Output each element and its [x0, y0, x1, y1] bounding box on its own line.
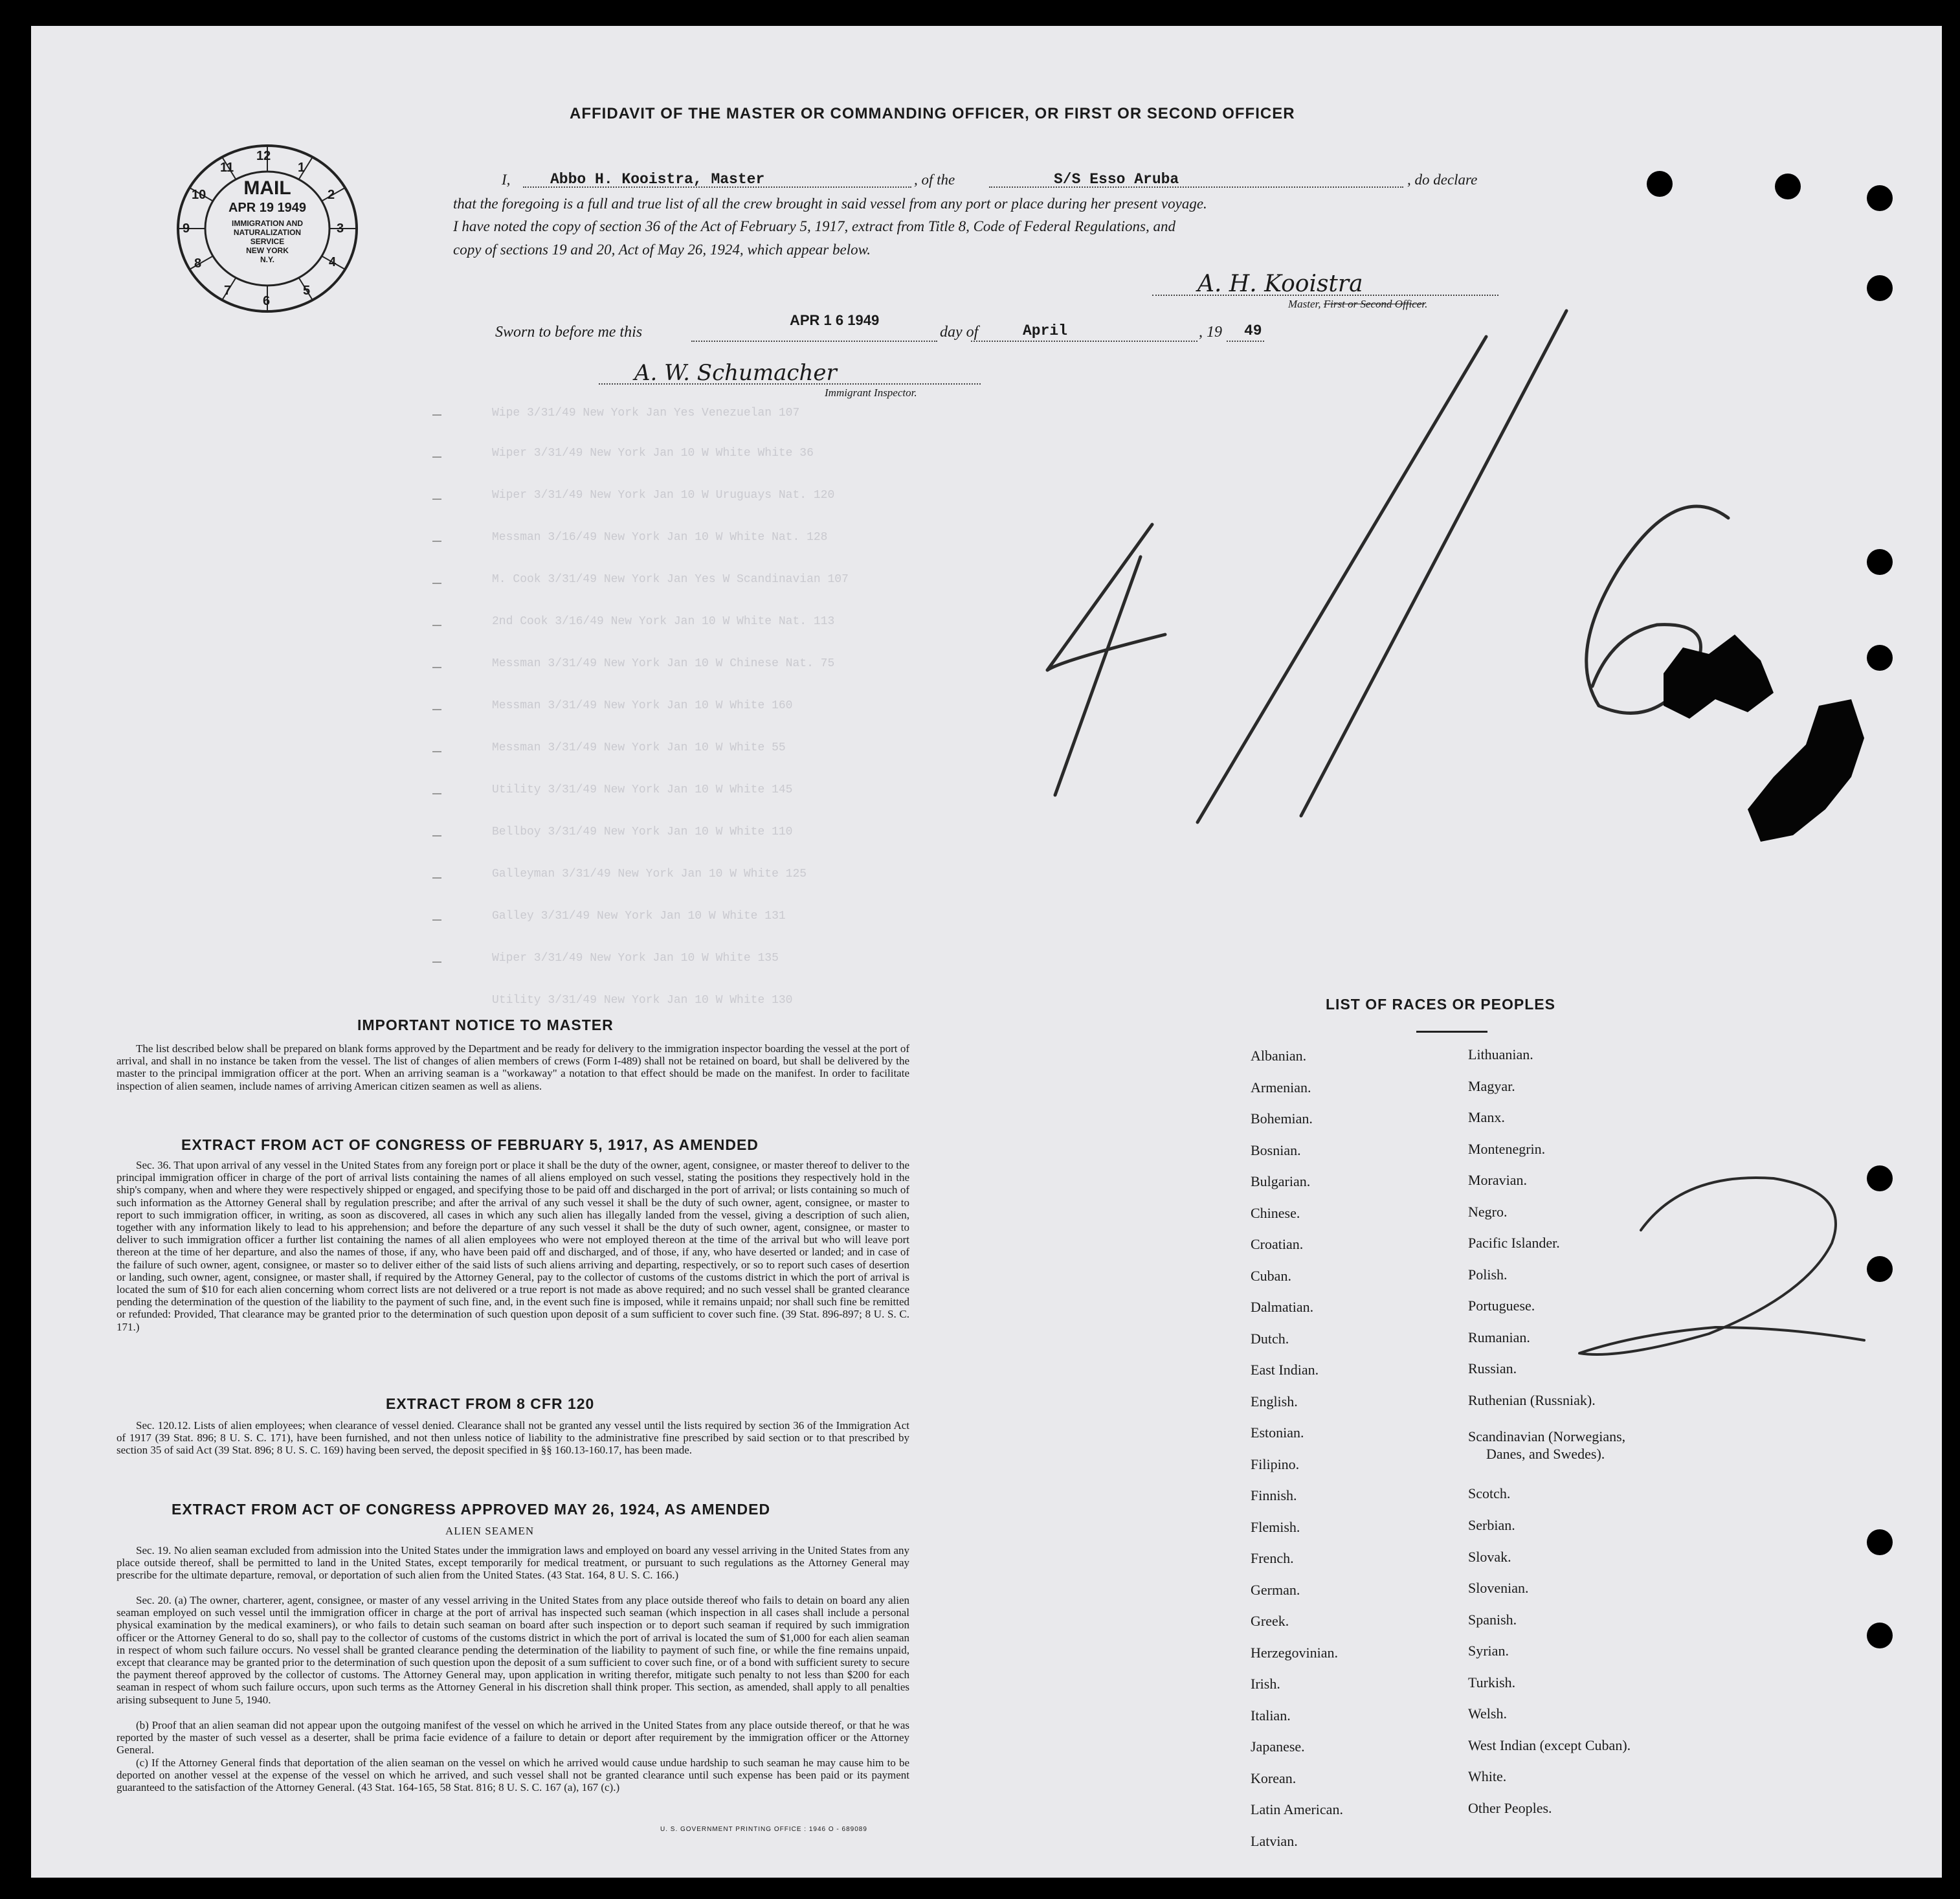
- race-item: Irish.: [1251, 1676, 1280, 1692]
- inspector-signature: A. W. Schumacher: [634, 360, 837, 386]
- stamp-line: SERVICE: [250, 237, 285, 246]
- sec-20a-body: Sec. 20. (a) The owner, charterer, agent, consignee, or master of any vessel arriving in the United States from any place outside thereof who fails to detain on board any alien seaman employed on such vessel until the immigration officer in charge at the port of arrival has inspected such seaman (which inspection in all cases shall include a personal physical examination by the medical examiners), or who fails to detain such seaman on board after such inspection or to deport such seaman if required by such immigration officer or the Attorney General to do so, shall pay to the collector of customs of the customs district in which the port of arrival is located the sum of $1,000 for each alien seaman in respect of whom such failure occurs. No vessel shall be granted clearance pending the determination of the liability to payment of such fine, or while the fine remains unpaid, except that clearance may be granted prior to the determination of such question upon the deposit of a sum sufficient to cover such fine, or of a bond with sufficient surety to secure the payment thereof approved by the collector of customs. The Attorney General may, upon application in writing therefor, mitigate such penalty to not less than $200 for each seaman in respect of whom such failure occurs, upon such terms as the Attorney General in his discretion shall think proper. This section, as amended, shall apply to all penalties arising subsequent to June 5, 1940.: [117, 1594, 909, 1706]
- stamp-line: N.Y.: [260, 255, 274, 264]
- race-item: Greek.: [1251, 1613, 1289, 1629]
- stamp-ring-number: 1: [298, 161, 306, 175]
- races-title: LIST OF RACES OR PEOPLES: [1326, 996, 1555, 1013]
- race-item: Chinese.: [1251, 1204, 1300, 1221]
- stamp-ring-number: 10: [192, 188, 206, 202]
- race-item: Japanese.: [1251, 1738, 1305, 1755]
- punch-hole: [1867, 1623, 1893, 1648]
- affidavit-title: AFFIDAVIT OF THE MASTER OR COMMANDING OFFICER, OR FIRST OR SECOND OFFICER: [570, 105, 1295, 122]
- stamp-ring-number: 8: [194, 256, 202, 271]
- stamp-line: NEW YORK: [246, 246, 289, 255]
- stamp-ring-number: 6: [263, 294, 271, 308]
- sworn-date-rule: [691, 341, 937, 342]
- race-item: East Indian.: [1251, 1362, 1319, 1378]
- race-item: Other Peoples.: [1468, 1799, 1552, 1816]
- race-item: Dutch.: [1251, 1330, 1289, 1347]
- race-item: Filipino.: [1251, 1455, 1300, 1472]
- inspector-caption: Immigrant Inspector.: [825, 387, 917, 399]
- race-item: French.: [1251, 1550, 1294, 1566]
- race-item: Latin American.: [1251, 1801, 1343, 1817]
- year-rule: [1227, 341, 1264, 342]
- mail-received-stamp: [173, 141, 361, 316]
- alien-seamen-subtitle: ALIEN SEAMEN: [445, 1525, 535, 1537]
- punch-hole: [1867, 1256, 1893, 1282]
- race-item: Slovak.: [1468, 1548, 1511, 1565]
- race-item: West Indian (except Cuban).: [1468, 1736, 1631, 1753]
- race-item: Croatian.: [1251, 1236, 1304, 1252]
- race-item: Manx.: [1468, 1109, 1505, 1125]
- race-item: Scandinavian (Norwegians,: [1468, 1428, 1626, 1444]
- race-item: Flemish.: [1251, 1518, 1300, 1535]
- races-title-underline: [1416, 1031, 1487, 1033]
- month-rule: [971, 341, 1197, 342]
- punch-hole: [1867, 275, 1893, 301]
- race-item: Dalmatian.: [1251, 1299, 1314, 1315]
- stamp-date: APR 19 1949: [228, 201, 307, 215]
- race-item: Cuban.: [1251, 1267, 1291, 1284]
- sworn-month: April: [1023, 322, 1068, 339]
- race-item: English.: [1251, 1393, 1298, 1410]
- do-declare-label: , do declare: [1407, 172, 1478, 188]
- race-item: Pacific Islander.: [1468, 1235, 1560, 1251]
- stamp-ring-number: 11: [220, 161, 234, 175]
- race-item: Welsh.: [1468, 1705, 1507, 1722]
- punch-hole: [1867, 645, 1893, 671]
- affidavit-line: that the foregoing is a full and true list of all the crew brought in said vessel from any port or place during her present voyage.: [453, 196, 1207, 212]
- sec-19-body: Sec. 19. No alien seaman excluded from admission into the United States under the immigration laws and employed on board any vessel arriving in the United States from any place outside thereof, shall be permitted to land in the United States, except temporarily for medical treatment, or pursuant to such regulations as the Attorney General may prescribe for the ultimate departure, removal, or deportation of such alien from the United States. (43 Stat. 164, 8 U. S. C. 166.): [117, 1544, 909, 1582]
- race-item: Armenian.: [1251, 1079, 1311, 1096]
- punch-hole: [1867, 549, 1893, 575]
- affidavit-line: I have noted the copy of section 36 of the Act of February 5, 1917, extract from Title 8, Code of Federal Regulations, and: [453, 218, 1175, 234]
- stamp-line: NATURALIZATION: [233, 228, 302, 237]
- stamp-ring-number: 12: [256, 149, 271, 163]
- master-name-field: Abbo H. Kooistra, Master: [550, 171, 765, 188]
- race-item: Lithuanian.: [1468, 1046, 1533, 1062]
- race-item: Serbian.: [1468, 1517, 1515, 1533]
- sec-20b-body: (b) Proof that an alien seaman did not appear upon the outgoing manifest of the vessel on which he arrived in the United States from any place outside thereof, or that he was reported by the master of such vessel as a deserter, shall be prima facie evidence of a failure to detain or deport after requirement by the immigration officer or the Attorney General.: [117, 1719, 909, 1757]
- notice-title: IMPORTANT NOTICE TO MASTER: [357, 1017, 614, 1033]
- race-item: Ruthenian (Russniak).: [1468, 1391, 1596, 1408]
- race-item: Latvian.: [1251, 1832, 1298, 1849]
- extract-cfr-body: Sec. 120.12. Lists of alien employees; when clearance of vessel denied. Clearance shall not be granted any vessel until the lists required by section 36 of the Immigration Act of 1917 (39 Stat. 896; 8 U. S. C. 171), have been furnished, and not then unless notice of liability to the administrative fine prescribed by said section or to that prescribed by section 35 of said Act (39 Stat. 896; 8 U. S. C. 169) having been served, the deposit specified in §§ 160.13-160.17, has been made.: [117, 1419, 909, 1457]
- race-item: Russian.: [1468, 1360, 1517, 1376]
- stamp-ring-number: 7: [224, 284, 232, 298]
- extract-cfr-title: EXTRACT FROM 8 CFR 120: [386, 1395, 595, 1412]
- signature-caption: [1288, 298, 1427, 311]
- race-item: Herzegovinian.: [1251, 1644, 1338, 1661]
- vessel-name-field: S/S Esso Aruba: [1054, 171, 1179, 188]
- race-item: Korean.: [1251, 1770, 1297, 1786]
- caption-struck-officer: First or Second Officer: [1323, 298, 1425, 310]
- punch-hole: [1647, 171, 1673, 197]
- caption-period: .: [1425, 298, 1428, 310]
- race-item: Negro.: [1468, 1203, 1508, 1220]
- race-item: Scotch.: [1468, 1485, 1511, 1501]
- stamp-ring-number: 5: [303, 284, 311, 298]
- stamp-ring-number: 4: [329, 255, 337, 269]
- vessel-name-rule: [989, 186, 1403, 188]
- race-item: Spanish.: [1468, 1611, 1517, 1628]
- race-item: White.: [1468, 1768, 1507, 1784]
- caption-master: Master,: [1288, 298, 1324, 310]
- of-the-label: , of the: [914, 172, 955, 188]
- race-item: Italian.: [1251, 1707, 1291, 1724]
- race-item: Polish.: [1468, 1266, 1508, 1283]
- race-item: Syrian.: [1468, 1643, 1509, 1659]
- race-item: Bohemian.: [1251, 1110, 1313, 1127]
- sworn-label: Sworn to before me this: [495, 324, 643, 341]
- race-item: Montenegrin.: [1468, 1140, 1546, 1157]
- affidavit-i: I,: [502, 172, 511, 188]
- sec-20c-body: (c) If the Attorney General finds that deportation of the alien seaman on the vessel on which he arrived would cause undue hardship to such seaman he may cause him to be deported on another vessel at the expense of the vessel on which he arrived, and such vessel shall not be granted clearance until such expense has been paid or its payment guaranteed to the satisfaction of the Attorney General. (43 Stat. 164-165, 58 Stat. 816; 8 U. S. C. 167 (a), 167 (c).): [117, 1757, 909, 1794]
- punch-hole: [1867, 185, 1893, 211]
- printer-imprint: U. S. GOVERNMENT PRINTING OFFICE : 1946 O - 689089: [660, 1826, 867, 1833]
- sworn-date-stamp: APR 1 6 1949: [790, 312, 880, 328]
- notice-body: The list described below shall be prepared on blank forms approved by the Department and be ready for delivery to the immigration inspector boarding the vessel at the port of arrival, and shall in no instance be taken from the vessel. The list of changes of alien members of crews (Form I-489) shall not be retained on board, but shall be delivered by the master to the principal immigration officer at the port. When an arriving seaman is a "workaway" a notation to that effect should be made on the manifest. In order to facilitate inspection of alien seamen, include names of arriving American citizen seamen as well as aliens.: [117, 1042, 909, 1092]
- race-item: Bulgarian.: [1251, 1173, 1311, 1189]
- race-item: Magyar.: [1468, 1077, 1515, 1094]
- stamp-line: IMMIGRATION AND: [232, 219, 303, 228]
- race-item: Rumanian.: [1468, 1329, 1530, 1345]
- stamp-ring-number: 3: [337, 221, 344, 236]
- punch-hole: [1867, 1529, 1893, 1555]
- punch-hole: [1775, 174, 1801, 199]
- race-item: Estonian.: [1251, 1424, 1304, 1441]
- punch-hole: [1867, 1165, 1893, 1191]
- race-item: Slovenian.: [1468, 1580, 1529, 1596]
- race-item: Finnish.: [1251, 1487, 1297, 1503]
- race-item: Albanian.: [1251, 1048, 1307, 1064]
- day-of-label: day of: [940, 324, 979, 341]
- sworn-year: 49: [1244, 322, 1262, 339]
- master-signature: A. H. Kooistra: [1197, 271, 1363, 297]
- race-item: Danes, and Swedes).: [1486, 1446, 1605, 1462]
- race-item: Bosnian.: [1251, 1141, 1301, 1158]
- extract-1924-title: EXTRACT FROM ACT OF CONGRESS APPROVED MAY 26, 1924, AS AMENDED: [172, 1501, 771, 1518]
- extract-1917-body: Sec. 36. That upon arrival of any vessel in the United States from any foreign port or place it shall be the duty of the owner, agent, consignee, or master thereof to deliver to the principal immigration officer in charge of the port of arrival lists containing the names of all aliens employed on such vessel, stating the positions they respectively hold in the ship's company, when and where they were respectively shipped or engaged, and specifying those to be paid off and discharged in the port of arrival; or lists containing so much of such information as the Attorney General shall by regulation prescribe; and after the arrival of any such vessel it shall be the duty of such owner, agent, consignee, or master to report to such immigration officer, in writing, as soon as discovered, all cases in which any such alien has illegally landed from the vessel, giving a description of such alien, together with any information likely to lead to his apprehension; and before the departure of any such vessel it shall be the duty of such owner, agent, consignee, or master to deliver to such immigration officer a further list containing the names of all alien employees who were not employed thereon at the time of the arrival but who will leave port thereon at the time of her departure, and also the names of those, if any, who have been paid off and discharged, and of those, if any, who have deserted or landed; and in case of the failure of such owner, agent, consignee, or master so to deliver either of the said lists of such aliens arriving and departing, respectively, or so to report such cases of desertion or landing, such owner, agent, consignee, or master shall, if required by the Attorney General, pay to the collector of customs of the customs district in which the port of arrival is located the sum of $10 for each alien concerning whom correct lists are not delivered or a true report is not made as above required; and no such vessel shall be granted clearance pending the determination of the question of the liability to the payment of such fine, and, in the event such fine is imposed, while it remains unpaid; nor shall such fine be remitted or refunded: Provided, That clearance may be granted prior to the determination of such question upon deposit of a sum sufficient to cover such fine. (39 Stat. 896-897; 8 U. S. C. 171.): [117, 1159, 909, 1333]
- affidavit-line: copy of sections 19 and 20, Act of May 26, 1924, which appear below.: [453, 242, 871, 258]
- year-prefix: , 19: [1199, 324, 1222, 341]
- extract-1917-title: EXTRACT FROM ACT OF CONGRESS OF FEBRUARY 5, 1917, AS AMENDED: [181, 1136, 759, 1153]
- stamp-mail-label: MAIL: [243, 177, 291, 199]
- race-item: Moravian.: [1468, 1172, 1528, 1188]
- stamp-ring-number: 9: [183, 221, 190, 236]
- race-item: Turkish.: [1468, 1674, 1516, 1691]
- race-item: German.: [1251, 1581, 1300, 1598]
- stamp-ring-number: 2: [328, 188, 335, 202]
- race-item: Portuguese.: [1468, 1298, 1535, 1314]
